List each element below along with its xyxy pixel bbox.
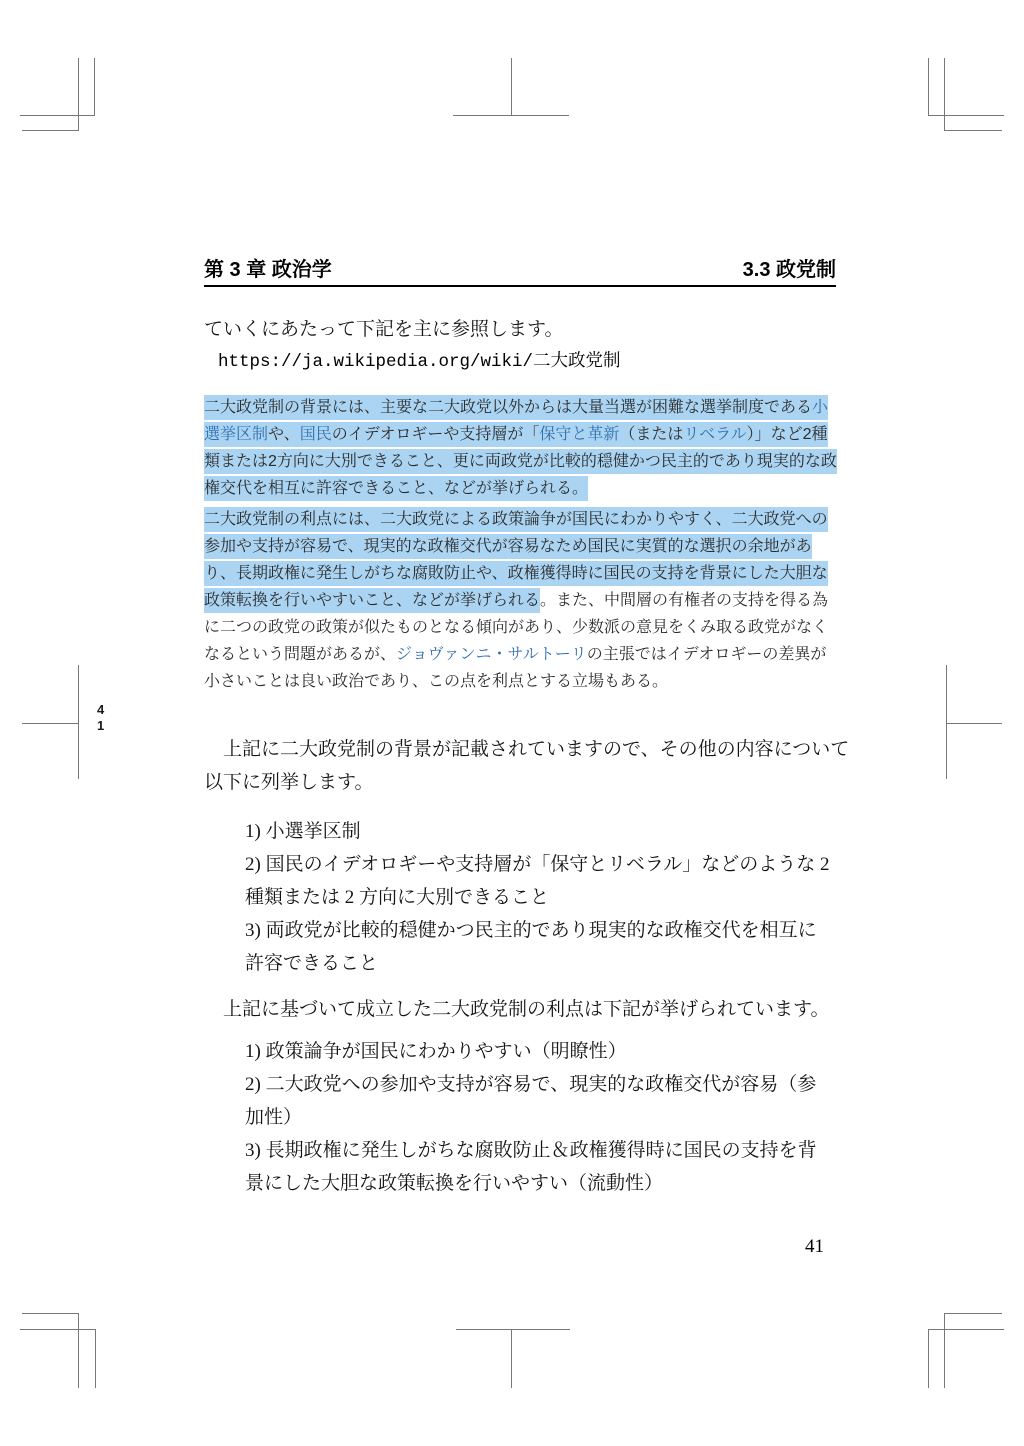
quote-text: のイデオロギーや支持層が「 [332,422,540,447]
quote-text: に二つの政党の政策が似たものとなる傾向があり、少数派の意見をくみ取る政党がなく [204,619,829,636]
quote-line [204,641,836,668]
quote-line [204,475,836,502]
quote-text: や、 [268,422,300,447]
quote-text: 参加や支持が容易で、現実的な政権交代が容易なため国民に実質的な選択の余地があ [204,534,812,559]
quote-line [204,448,836,475]
quote-text: の主張ではイデオロギーの差異が [586,646,827,663]
page-content [204,256,850,1263]
list-item [245,848,836,914]
quote-text: 権交代を相互に許容できること、などが挙げられる。 [204,476,588,501]
margin-folio-digit: 4 [97,702,105,717]
lead-paragraph-advantages-list [204,993,836,1026]
quote-line [204,533,836,560]
list-item [245,1134,836,1200]
text-line: 3) 長期政権に発生しがちな腐敗防止＆政権獲得時に国民の支持を背 [245,1140,817,1161]
list-item [245,1068,836,1134]
text-line: 1) 政策論争が国民にわかりやすい（明瞭性） [245,1041,627,1062]
text-line: 景にした大胆な政策転換を行いやすい（流動性） [245,1173,664,1194]
text-line: 以下に列挙します。 [204,772,374,793]
text-line: 2) 国民のイデオロギーや支持層が「保守とリベラル」などのような 2 [245,854,830,875]
quote-line [204,614,836,641]
list-item [245,815,836,848]
background-factors-list [245,815,836,980]
quote-text: ）」など2種 [747,422,828,447]
text-line: 1) 小選挙区制 [245,821,361,842]
reference-url[interactable]: https://ja.wikipedia.org/wiki/二大政党制 [218,352,621,372]
wiki-link[interactable]: 保守と革新 [539,422,619,447]
header-rule [204,285,836,287]
intro-paragraph [204,313,836,346]
wiki-link[interactable]: リベラル [683,422,746,447]
text-line: 種類または 2 方向に大別できること [245,887,550,908]
chapter-title: 第 3 章 政治学 [204,259,332,281]
quote-line [204,394,836,421]
section-title: 3.3 政党制 [742,259,836,281]
list-item [245,1035,836,1068]
advantages-list [245,1035,836,1200]
quote-text: 二大政党制の背景には、主要な二大政党以外からは大量当選が困難な選挙制度である [204,395,812,420]
quote-text: （または [619,422,683,447]
wikipedia-quote-background [204,394,836,502]
list-item [245,914,836,980]
wiki-link[interactable]: 選挙区制 [204,422,268,447]
wikipedia-quote-advantages [204,506,836,695]
running-header [204,256,836,282]
quote-text: 。また、中間層の有権者の支持を得る為 [540,592,829,609]
quote-line [204,560,836,587]
quote-line [204,668,836,695]
quote-line [204,587,836,614]
margin-folio-digit: 1 [97,718,105,733]
quote-text: り、長期政権に発生しがちな腐敗防止や、政権獲得時に国民の支持を背景にした大胆な [204,561,828,586]
lead-paragraph-background-list [204,733,850,799]
text-line: 3) 両政党が比較的穏健かつ民主的であり現実的な政権交代を相互に [245,920,817,941]
quote-text: 小さいことは良い政治であり、この点を利点とする立場もある。 [204,673,669,690]
quote-text: 二大政党制の利点には、二大政党による政策論争が国民にわかりやすく、二大政党への [204,507,828,532]
page-number: 41 [805,1236,824,1257]
text-line: 加性） [245,1107,303,1128]
quote-text: 政策転換を行いやすいこと、などが挙げられる [204,588,540,613]
text-line: 上記に基づいて成立した二大政党制の利点は下記が挙げられています。 [223,999,830,1020]
text-line: 2) 二大政党への参加や支持が容易で、現実的な政権交代が容易（参 [245,1074,817,1095]
wiki-link[interactable]: 国民 [300,422,332,447]
quote-text: 類または2方向に大別できること、更に両政党が比較的穏健かつ民主的であり現実的な政 [204,449,837,474]
wiki-link[interactable]: ジョヴァンニ・サルトーリ [396,646,587,663]
quote-line [204,506,836,533]
text-line: 上記に二大政党制の背景が記載されていますので、その他の内容について [223,739,850,760]
margin-folio [97,702,104,734]
text-line: ていくにあたって下記を主に参照します。 [204,319,564,340]
wiki-link[interactable]: 小 [812,395,828,420]
text-line: 許容できること [245,953,379,974]
quote-line [204,421,836,448]
quote-text: なるという問題があるが、 [204,646,397,663]
